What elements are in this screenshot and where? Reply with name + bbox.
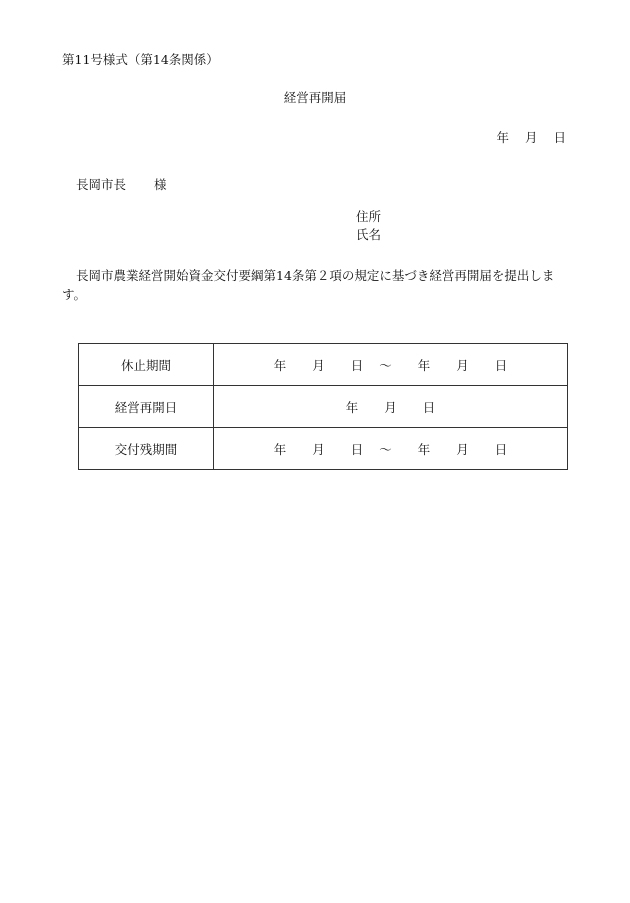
addressee-name: 長岡市長	[76, 177, 127, 192]
day-unit: 日	[350, 441, 364, 457]
year-unit: 年	[345, 399, 359, 415]
month-unit: 月	[312, 441, 325, 457]
year-unit: 年	[273, 357, 287, 373]
info-table	[78, 343, 568, 470]
addressee-suffix: 様	[154, 177, 167, 192]
table-row	[79, 344, 568, 386]
day-unit: 日	[494, 357, 508, 373]
day-unit: 日	[350, 357, 364, 373]
month-unit: 月	[312, 357, 325, 373]
document-title: 経営再開届	[283, 90, 347, 105]
date-month: 月	[524, 130, 538, 145]
name-label: 氏名	[356, 227, 382, 242]
month-unit: 月	[456, 357, 469, 373]
table-row	[79, 428, 568, 470]
row-label: 交付残期間	[79, 428, 214, 470]
submission-date	[496, 128, 566, 146]
range-separator: 〜	[379, 441, 392, 457]
date-year: 年	[496, 130, 509, 145]
year-unit: 年	[273, 441, 287, 457]
period-cell	[214, 344, 568, 386]
date-day: 日	[553, 130, 566, 145]
year-unit: 年	[417, 357, 431, 373]
date-cell	[214, 386, 568, 428]
year-unit: 年	[417, 441, 431, 457]
range-separator: 〜	[379, 357, 392, 373]
month-unit: 月	[384, 399, 397, 415]
sender-block	[356, 208, 381, 244]
month-unit: 月	[456, 441, 469, 457]
row-label: 休止期間	[79, 344, 214, 386]
body-text: 長岡市農業経営開始資金交付要綱第14条第２項の規定に基づき経営再開届を提出します。	[62, 268, 555, 302]
table-row	[79, 386, 568, 428]
day-unit: 日	[494, 441, 508, 457]
address-label: 住所	[356, 209, 382, 224]
row-label: 経営再開日	[79, 386, 214, 428]
addressee	[76, 175, 167, 193]
day-unit: 日	[422, 399, 436, 415]
form-number: 第11号様式（第14条関係）	[62, 52, 219, 67]
period-cell	[214, 428, 568, 470]
